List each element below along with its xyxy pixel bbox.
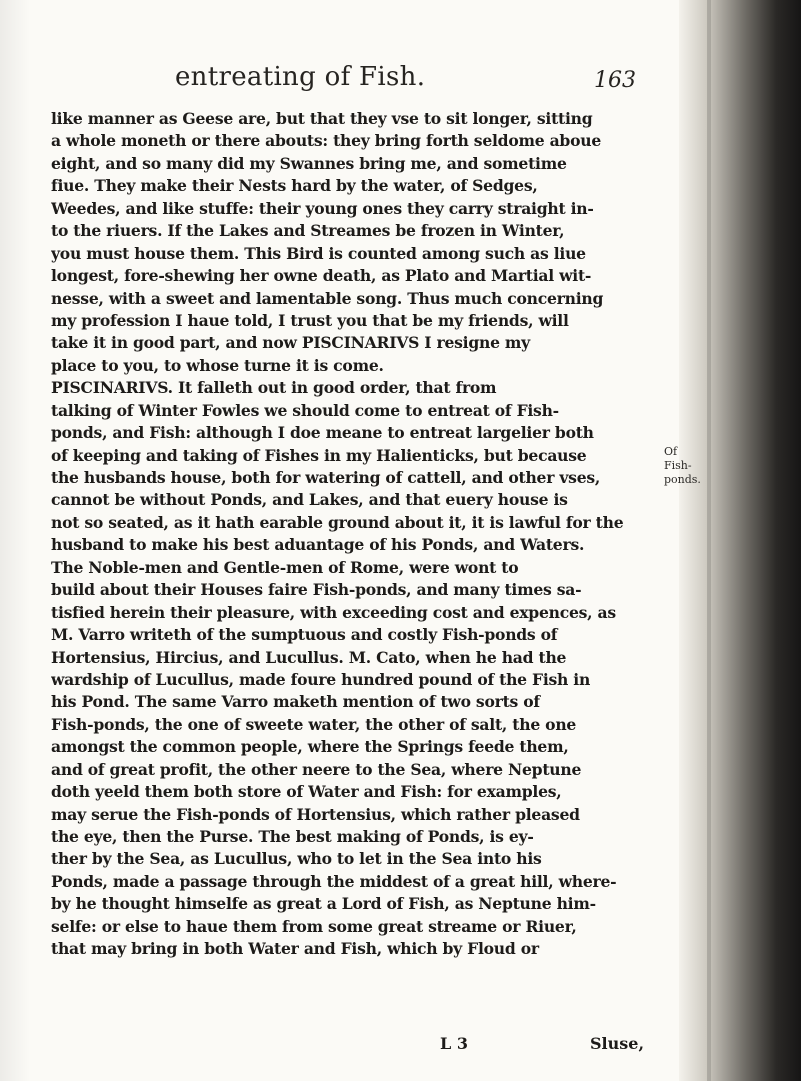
text-line: talking of Winter Fowles we should come to entreat of Fish- bbox=[51, 400, 559, 420]
body-text bbox=[51, 108, 659, 961]
text-line: Ponds, made a passage through the middest of a great hill, where- bbox=[51, 871, 617, 891]
text-line: may serue the Fish-ponds of Hortensius, which rather pleased bbox=[51, 804, 580, 824]
text-line: of keeping and taking of Fishes in my Halienticks, but because bbox=[51, 445, 587, 465]
catchword: Sluse, bbox=[590, 1034, 645, 1053]
text-line: the husbands house, both for watering of cattell, and other vses, bbox=[51, 468, 601, 487]
text-line: M. Varro writeth of the sumptuous and costly Fish-ponds of bbox=[51, 625, 558, 645]
text-line: cannot be without Ponds, and Lakes, and that euery house is bbox=[51, 490, 568, 510]
text-line: husband to make his best aduantage of his Ponds, and Waters. bbox=[51, 535, 585, 555]
text-line: my profession I haue told, I trust you that be my friends, will bbox=[51, 310, 569, 330]
text-line: fiue. They make their Nests hard by the water, of Sedges, bbox=[51, 176, 538, 196]
running-title: entreating of Fish. bbox=[175, 62, 426, 92]
text-line: doth yeeld them both store of Water and Fish: for examples, bbox=[51, 782, 562, 802]
text-line: wardship of Lucullus, made foure hundred pound of the Fish in bbox=[51, 669, 591, 689]
text-line: his Pond. The same Varro maketh mention of two sorts of bbox=[51, 692, 540, 712]
text-line: Weedes, and like stuffe: their young ones they carry straight in- bbox=[51, 198, 594, 218]
text-line: and of great profit, the other neere to the Sea, where Neptune bbox=[51, 759, 582, 779]
text-line: not so seated, as it hath earable ground about it, it is lawful for the bbox=[51, 512, 624, 532]
text-line: nesse, with a sweet and lamentable song. Thus much concerning bbox=[51, 288, 604, 308]
text-line: The Noble-men and Gentle-men of Rome, were wont to bbox=[51, 557, 519, 577]
text-line: by he thought himselfe as great a Lord of Fish, as Neptune him- bbox=[51, 894, 596, 914]
text-line: a whole moneth or there abouts: they bring forth seldome aboue bbox=[51, 131, 601, 151]
page-number: 163 bbox=[594, 68, 636, 93]
text-line: Hortensius, Hircius, and Lucullus. M. Cato, when he had the bbox=[51, 647, 567, 667]
text-line: take it in good part, and now PISCINARIVS I resigne my bbox=[51, 333, 530, 353]
marginal-note-line: Of Fish- bbox=[664, 445, 692, 472]
text-line: Fish-ponds, the one of sweete water, the other of salt, the one bbox=[51, 714, 577, 734]
marginal-note bbox=[664, 445, 708, 487]
text-line: longest, fore-shewing her owne death, as Plato and Martial wit- bbox=[51, 266, 592, 286]
text-line: the eye, then the Purse. The best making of Ponds, is ey- bbox=[51, 827, 534, 846]
text-line: you must house them. This Bird is counted among such as liue bbox=[51, 243, 586, 263]
marginal-note-line: ponds. bbox=[664, 473, 701, 486]
text-line: place to you, to whose turne it is come. bbox=[51, 355, 384, 375]
text-line: tisfied herein their pleasure, with exceeding cost and expences, as bbox=[51, 602, 616, 622]
text-line: ponds, and Fish: although I doe meane to entreat largelier both bbox=[51, 423, 594, 443]
text-line: build about their Houses faire Fish-ponds, and many times sa- bbox=[51, 580, 582, 600]
text-line: to the riuers. If the Lakes and Streames be frozen in Winter, bbox=[51, 221, 565, 241]
text-line: ther by the Sea, as Lucullus, who to let in the Sea into his bbox=[51, 849, 542, 869]
text-line: that may bring in both Water and Fish, which by Floud or bbox=[51, 939, 539, 959]
text-line: eight, and so many did my Swannes bring me, and sometime bbox=[51, 153, 567, 173]
book-spine-shadow bbox=[679, 0, 801, 1081]
text-line: amongst the common people, where the Springs feede them, bbox=[51, 737, 569, 757]
text-line: PISCINARIVS. It falleth out in good order, that from bbox=[51, 378, 497, 398]
text-line: like manner as Geese are, but that they vse to sit longer, sitting bbox=[51, 109, 593, 128]
signature-mark: L 3 bbox=[440, 1034, 468, 1053]
spine-crease bbox=[707, 0, 711, 1081]
text-line: selfe: or else to haue them from some great streame or Riuer, bbox=[51, 916, 577, 936]
